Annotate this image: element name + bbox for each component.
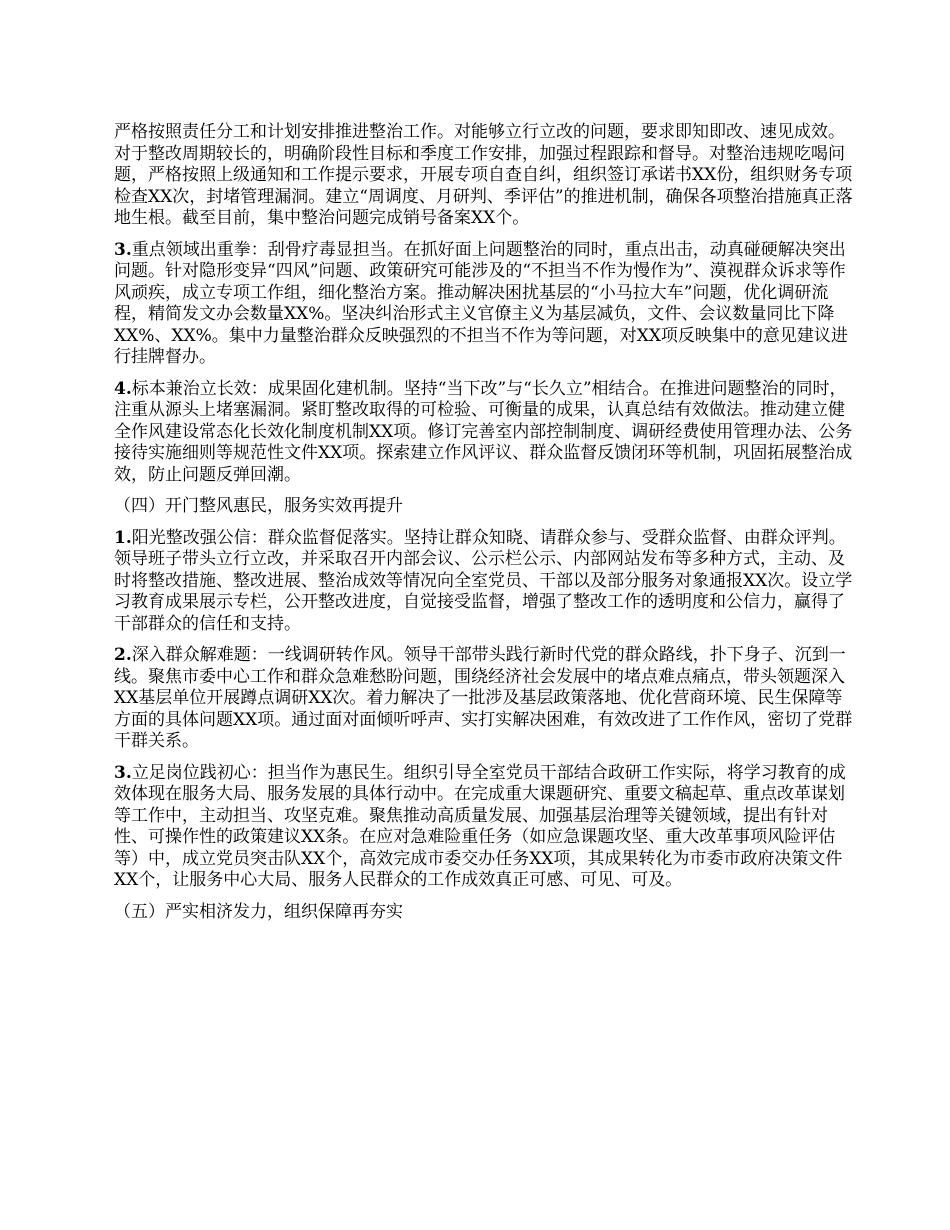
paragraph-number: 3. xyxy=(114,762,132,783)
paragraph-text: 深入群众解难题：一线调研转作风。领导干部带头践行新时代党的群众路线，扑下身子、沉到一线。聚焦市委中心工作和群众急难愁盼问题，围绕经济社会发展中的堵点难点痛点，带头领题深入XX基层单位开展蹲点调研XX次。着力解决了一批涉及基层政策落地、优化营商环境、民生保障等方面的具体问题XX项。通过面对面倾听呼声、实打实解决困难，有效改进了工作作风，密切了党群干群关系。 xyxy=(114,645,853,751)
paragraph-item-3-post-duty xyxy=(114,763,854,892)
section-heading-4: （四）开门整风惠民，服务实效再提升 xyxy=(114,496,403,516)
paragraph-number: 3. xyxy=(114,239,132,260)
paragraph-item-3-key-areas xyxy=(114,240,854,369)
paragraph-text: 标本兼治立长效：成果固化建机制。坚持“当下改”与“长久立”相结合。在推进问题整治的同时，注重从源头上堵塞漏洞。紧盯整改取得的可检验、可衡量的成果，认真总结有效做法。推动建立健全作风建设常态化长效化制度机制XX项。修订完善室内部控制制度、调研经费使用管理办法、公务接待实施细则等规范性文件XX项。探索建立作风评议、群众监督反馈闭环等机制，巩固拓展整治成效，防止问题反弹回潮。 xyxy=(114,378,853,485)
paragraph-number: 4. xyxy=(114,378,132,399)
paragraph-number: 2. xyxy=(114,645,132,665)
paragraph-text: 重点领域出重拳：刮骨疗毒显担当。在抓好面上问题整治的同时，重点出击，动真碰硬解决突出问题。针对隐形变异“四风”问题、政策研究可能涉及的“不担当不作为慢作为”、漠视群众诉求等作风顽疾，成立专项工作组，细化整治方案。推动解决困扰基层的“小马拉大车”问题，优化调研流程，精简发文办会数量XX%。坚决纠治形式主义官僚主义为基层减负，文件、会议数量同比下降XX%、XX%。集中力量整治群众反映强烈的不担当不作为等问题，对XX项反映集中的意见建议进行挂牌督办。 xyxy=(114,239,848,367)
paragraph-number: 1. xyxy=(114,527,132,548)
section-heading-5: （五）严实相济发力，组织保障再夯实 xyxy=(114,901,403,922)
paragraph-item-2-grassroots xyxy=(114,645,854,753)
paragraph-text: 阳光整改强公信：群众监督促落实。坚持让群众知晓、请群众参与、受群众监督、由群众评判。领导班子带头立行立改，并采取召开内部会议、公示栏公示、内部网站发布等多种方式，主动、及时将整改措施、整改进展、整治成效等情况向全室党员、干部以及部分服务对象通报XX次。设立学习教育成果展示专栏，公开整改进度，自觉接受监督，增强了整改工作的透明度和公信力，赢得了干部群众的信任和支持。 xyxy=(114,527,853,634)
paragraph-text: 严格按照责任分工和计划安排推进整治工作。对能够立行立改的问题，要求即知即改、速见成效。对于整改周期较长的，明确阶段性目标和季度工作安排，加强过程跟踪和督导。对整治违规吃喝问题，严格按照上级通知和工作提示要求，开展专项自查自纠，组织签订承诺书XX份，组织财务专项检查XX次，封堵管理漏洞。建立“周调度、月研判、季评估”的推进机制，确保各项整治措施真正落地生根。截至目前，集中整治问题完成销号备案XX个。 xyxy=(114,122,853,228)
paragraph-text: 立足岗位践初心：担当作为惠民生。组织引导全室党员干部结合政研工作实际，将学习教育的成效体现在服务大局、服务发展的具体行动中。在完成重大课题研究、重要文稿起草、重点改革谋划等工作中，主动担当、攻坚克难。聚焦推动高质量发展、加强基层治理等关键领域，提出有针对性、可操作性的政策建议XX条。在应对急难险重任务（如应急课题攻坚、重大改革事项风险评估等）中，成立党员突击队XX个，高效完成市委交办任务XX项，其成果转化为市委市政府决策文件XX个，让服务中心大局、服务人民群众的工作成效真正可感、可见、可及。 xyxy=(114,762,846,890)
paragraph-intro xyxy=(114,122,854,230)
paragraph-item-1-transparency xyxy=(114,528,854,636)
paragraph-item-4-long-term xyxy=(114,379,854,487)
document-page xyxy=(114,122,854,933)
